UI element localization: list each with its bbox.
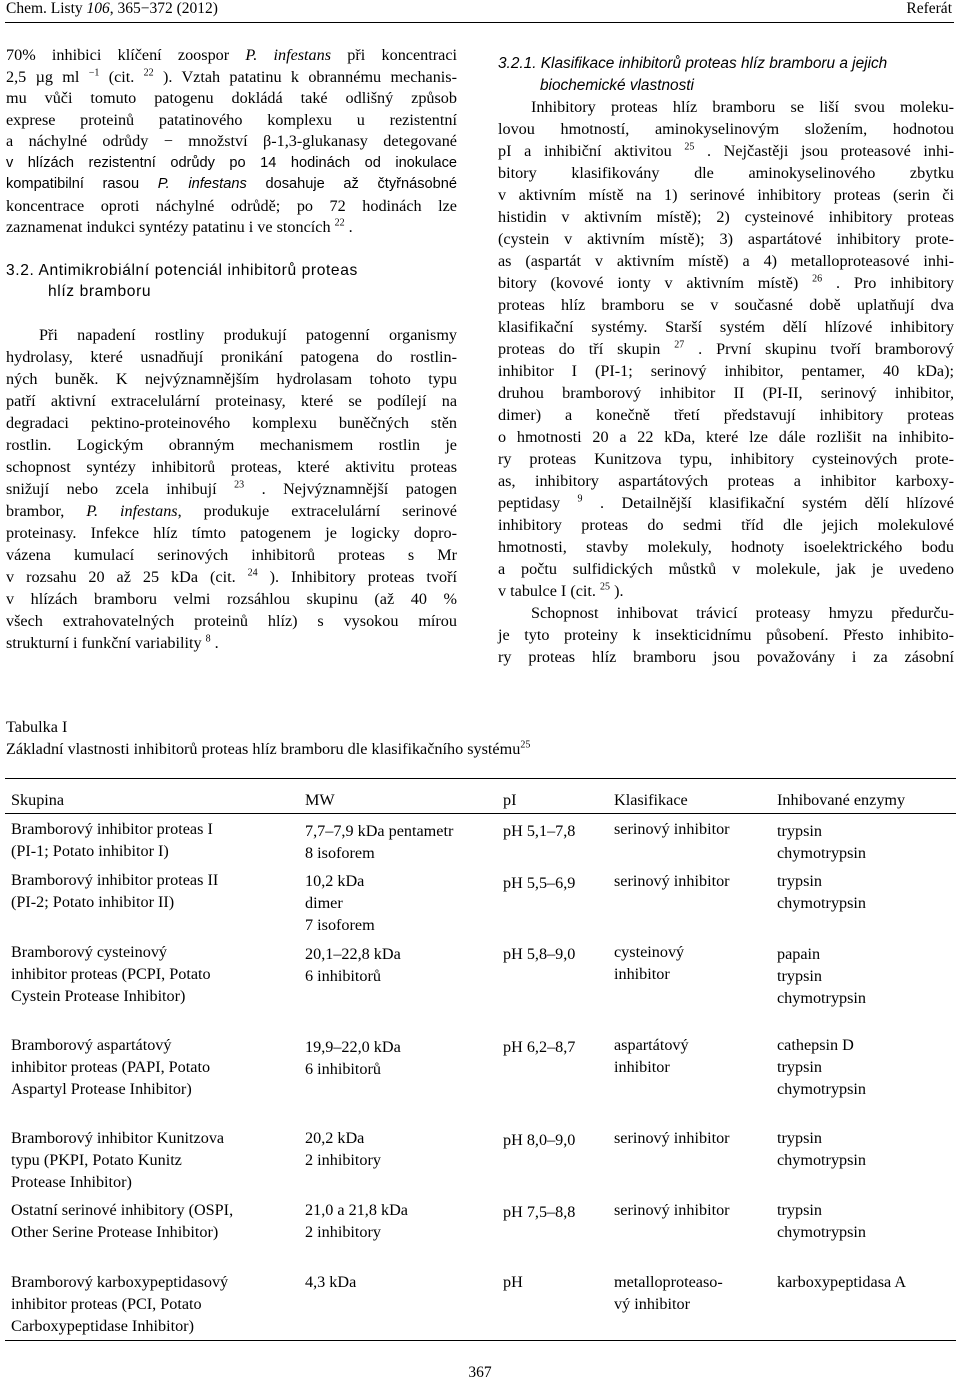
cell-enzymy: chymotrypsin xyxy=(777,1080,867,1098)
header-divider xyxy=(5,22,954,23)
text-line: o hmotnosti 20 a 22 kDa, které lze dále rozlišit na inhibito- xyxy=(498,428,954,446)
text-line: Inhibitory proteas hlíz bramboru se liší svou moleku- xyxy=(531,98,954,116)
cell-enzymy: trypsin xyxy=(777,1201,822,1219)
journal-name: Chem. Listy 106, 365−372 (2012) xyxy=(6,0,218,17)
cell-skupina: Ostatní serinové inhibitory (OSPI, xyxy=(11,1201,234,1219)
text-line: (cystein v aktivním místě); 3) aspartátové inhibitory prote- xyxy=(498,230,954,248)
cell-mw: 21,0 a 21,8 kDa xyxy=(305,1201,408,1219)
text-line: bitory klasifikovány dle aminokyselinového zbytku xyxy=(498,164,954,182)
cell-skupina: Cystein Protease Inhibitor) xyxy=(11,987,186,1005)
cell-skupina: Bramborový karboxypeptidasový xyxy=(11,1273,229,1291)
text-line: ných buněk. K nejvýznamnějším hydrolasam tohoto typu xyxy=(6,369,457,388)
left-column xyxy=(6,45,457,654)
right-paragraph-2 xyxy=(498,602,954,668)
section-header: Referát xyxy=(906,0,952,17)
cell-enzymy: chymotrypsin xyxy=(777,844,867,862)
cell-skupina: Bramborový inhibitor Kunitzova xyxy=(11,1129,225,1147)
cell-skupina: (PI-1; Potato inhibitor I) xyxy=(11,842,169,860)
section-number: 3.2. xyxy=(6,261,35,279)
cell-klasifikace: serinový inhibitor xyxy=(614,872,730,890)
text-line: rostlin. Logickým obranným mechanismem rostlin je xyxy=(6,435,457,454)
column-header-pi: pI xyxy=(503,791,517,809)
column-header-enzymy: Inhibované enzymy xyxy=(777,791,906,809)
text-line: dimer) a konečně třetí představují inhibitory proteas xyxy=(498,406,954,424)
cell-klasifikace: vý inhibitor xyxy=(614,1295,690,1313)
section-heading xyxy=(6,260,457,282)
cell-skupina: Protease Inhibitor) xyxy=(11,1173,132,1191)
table-caption xyxy=(6,716,530,760)
cell-klasifikace: cysteinový xyxy=(614,943,685,961)
left-paragraph-1 xyxy=(6,45,457,239)
text-line: Při napadení rostliny produkují patogenní organismy xyxy=(39,325,457,344)
cell-mw: dimer xyxy=(305,894,343,912)
cell-enzymy: trypsin xyxy=(777,822,822,840)
cell-enzymy: chymotrypsin xyxy=(777,989,867,1007)
cell-enzymy: trypsin xyxy=(777,1129,822,1147)
page-number: 367 xyxy=(468,1364,492,1381)
text-line: strukturní i funkční variability $^8$ . xyxy=(6,633,219,652)
text-line: hmotnosti, stavby molekuly, hodnoty isoelektrického bodu xyxy=(498,538,954,556)
text-line: mu vůči tomuto patogenu dokládá také odlišný způsob xyxy=(6,89,457,107)
cell-mw: 4,3 kDa xyxy=(305,1273,357,1291)
text-line: proteas hlíz bramboru se v současné době uplatňují dva xyxy=(498,296,954,314)
text-line: bitory (kovové ionty v aktivním místě) $^{26}$ . Pro inhibitory xyxy=(498,273,954,292)
cell-skupina: (PI-2; Potato inhibitor II) xyxy=(11,893,175,911)
cell-pi: pH 5,8–9,0 xyxy=(503,945,576,963)
text-line: a náchylné odrůdy − množství β-1,3-glukanasy detegované xyxy=(6,132,457,150)
cell-klasifikace: aspartátový xyxy=(614,1036,689,1054)
left-paragraph-2 xyxy=(6,324,457,654)
text-line: je tyto proteiny k insekticidnímu působení. Přesto inhibito- xyxy=(498,626,954,644)
cell-enzymy: karboxypeptidasa A xyxy=(777,1273,907,1291)
cell-skupina: Bramborový inhibitor proteas I xyxy=(11,820,213,838)
right-column xyxy=(498,53,954,668)
cell-enzymy: papain xyxy=(777,945,821,963)
column-header-mw: MW xyxy=(305,791,335,809)
cell-mw: 6 inhibitorů xyxy=(305,1060,381,1078)
cell-skupina: typu (PKPI, Potato Kunitz xyxy=(11,1151,182,1169)
cell-skupina: Carboxypeptidase Inhibitor) xyxy=(11,1317,194,1335)
text-line: pI a inhibiční aktivitou $^{25}$ . Nejčastěji jsou proteasové inhi- xyxy=(498,141,954,160)
cell-pi: pH 5,1–7,8 xyxy=(503,822,576,840)
cell-klasifikace: inhibitor xyxy=(614,1058,670,1076)
cell-enzymy: chymotrypsin xyxy=(777,894,867,912)
text-line: v aktivním místě na 1) serinové inhibitory proteas (serin či xyxy=(498,186,954,204)
section-title-line-1: Antimikrobiální potenciál inhibitorů proteas xyxy=(38,261,358,279)
text-line: inhibitor I (PI-1; serinový inhibitor, pentamer, 40 kDa); xyxy=(498,362,954,380)
text-line: v tabulce I (cit. $^{25}$ ). xyxy=(498,581,624,600)
section-title-line-2: hlíz bramboru xyxy=(48,283,152,300)
text-line: koncentrace oproti náchylné odrůdě; po 72 hodinách lze xyxy=(6,196,457,215)
text-line: schopnost syntézy inhibitorů proteas, které aktivitu proteas xyxy=(6,457,457,476)
table-top-rule xyxy=(5,778,956,779)
text-line: všech extrahovatelných proteinů hlíz) s vysokou mírou xyxy=(6,611,457,630)
cell-skupina: Other Serine Protease Inhibitor) xyxy=(11,1223,219,1241)
cell-mw: 7 isoforem xyxy=(305,916,375,934)
cell-mw: 10,2 kDa xyxy=(305,872,365,890)
cell-skupina: inhibitor proteas (PCPI, Potato xyxy=(11,965,211,983)
text-line: hydrolasy, které usnadňují pronikání patogena do rostlin- xyxy=(6,347,457,366)
cell-skupina: inhibitor proteas (PAPI, Potato xyxy=(11,1058,211,1076)
cell-pi: pH 7,5–8,8 xyxy=(503,1203,576,1221)
text-line: as (aspartát v aktivním místě) a 4) metalloproteasové inhi- xyxy=(498,252,954,270)
text-line: kompatibilní rasou P. infestans dosahuje až čtyřnásobné xyxy=(6,176,457,192)
text-line: klasifikační systémy. Starší systém dělí hlízové inhibitory xyxy=(498,318,954,336)
text-line: ry proteas hlíz bramboru jsou považovány i za zásobní xyxy=(498,648,954,666)
text-line: ry proteas Kunitzova typu, inhibitory cysteinových prote- xyxy=(498,450,954,468)
journal-header xyxy=(6,0,218,18)
cell-klasifikace: serinový inhibitor xyxy=(614,1129,730,1147)
text-line: patří aktivní extracelulární proteinasy, které se podílejí na xyxy=(6,391,457,410)
text-line: 70% inhibici klíčení zoospor P. infestans při koncentraci xyxy=(6,46,458,64)
subsection-title-line-2: biochemické vlastnosti xyxy=(540,76,694,94)
text-line: proteas do tří skupin $^{27}$ . První skupinu tvoří bramborový xyxy=(498,339,954,358)
cell-klasifikace: inhibitor xyxy=(614,965,670,983)
table-bottom-rule xyxy=(5,1340,956,1341)
text-line: histidin v aktivním místě); 2) cysteinové inhibitory proteas xyxy=(498,208,954,226)
text-line: lovou hmotností, aminokyselinovým složením, hodnotou xyxy=(498,120,954,138)
cell-enzymy: chymotrypsin xyxy=(777,1223,867,1241)
text-line: as, inhibitory aspartátových proteas a inhibitor karboxy- xyxy=(498,472,954,490)
cell-pi: pH 5,5–6,9 xyxy=(503,874,576,892)
cell-skupina: Aspartyl Protease Inhibitor) xyxy=(11,1080,192,1098)
right-paragraph-1 xyxy=(498,96,954,602)
cell-mw: 19,9–22,0 kDa xyxy=(305,1038,401,1056)
text-line: 2,5 µg ml $^{-1}$ (cit. $^{22}$ ). Vztah patatinu k obrannému mechanis- xyxy=(6,67,457,86)
text-line: zaznamenat indukci syntézy patatinu i ve stoncích $^{22}$ . xyxy=(6,217,353,236)
cell-enzymy: trypsin xyxy=(777,967,822,985)
table-title: Základní vlastnosti inhibitorů proteas hlíz bramboru dle klasifikačního systému$^{25}$ xyxy=(6,739,531,758)
cell-pi: pH 8,0–9,0 xyxy=(503,1131,576,1149)
cell-skupina: Bramborový cysteinový xyxy=(11,943,168,961)
text-line: proteinasy. Infekce hlíz tímto patogenem je logicky dopro- xyxy=(6,523,457,542)
column-header-klasifikace: Klasifikace xyxy=(614,791,688,809)
text-line: brambor, P. infestans, produkuje extracelulární serinové xyxy=(6,501,457,520)
text-line: degradaci pektino-proteinového komplexu buněčných stěn xyxy=(6,413,457,432)
cell-mw: 8 isoforem xyxy=(305,844,375,862)
cell-pi: pH 6,2–8,7 xyxy=(503,1038,576,1056)
subsection-title-line-1: 3.2.1. Klasifikace inhibitorů proteas hlíz bramboru a jejich xyxy=(498,55,888,72)
text-line: v rozsahu 20 až 25 kDa (cit. $^{24}$ ). Inhibitory proteas tvoří xyxy=(6,567,458,586)
cell-klasifikace: serinový inhibitor xyxy=(614,1201,730,1219)
cell-mw: 2 inhibitory xyxy=(305,1151,381,1169)
cell-mw: 7,7–7,9 kDa pentametr xyxy=(305,822,454,840)
text-line: vázena kumulací serinových inhibitorů proteas s Mr xyxy=(6,545,457,564)
cell-skupina: inhibitor proteas (PCI, Potato xyxy=(11,1295,202,1313)
cell-enzymy: chymotrypsin xyxy=(777,1151,867,1169)
column-header-skupina: Skupina xyxy=(11,791,65,809)
cell-mw: 2 inhibitory xyxy=(305,1223,381,1241)
text-line: v hlízách rezistentní odrůdy po 14 hodinách od inokulace xyxy=(6,154,457,171)
text-line: a počtu sulfidických můstků v molekule, jak je uvedeno xyxy=(498,560,954,578)
text-line: v hlízách bramboru velmi rozsáhlou skupinu (až 40 % xyxy=(6,589,457,608)
text-line: peptidasy $^9$ . Detailnější klasifikační systém dělí hlízové xyxy=(498,493,954,512)
cell-mw: 20,1–22,8 kDa xyxy=(305,945,401,963)
text-line: druhou bramborový inhibitor II (PI-II, serinový inhibitor, xyxy=(498,384,954,402)
cell-pi: pH xyxy=(503,1273,523,1291)
text-line: snižují nebo zcela inhibují $^{23}$ . Nejvýznamnější patogen xyxy=(6,479,457,498)
cell-mw: 6 inhibitorů xyxy=(305,967,381,985)
cell-enzymy: cathepsin D xyxy=(777,1036,854,1054)
text-line: exprese proteinů patatinového komplexu u rezistentní xyxy=(6,110,457,129)
cell-skupina: Bramborový inhibitor proteas II xyxy=(11,871,219,889)
cell-mw: 20,2 kDa xyxy=(305,1129,365,1147)
table-caption-ref: 25 xyxy=(520,739,531,751)
text-line: Schopnost inhibovat trávicí proteasy hmyzu předurču- xyxy=(531,604,954,622)
table-header-rule xyxy=(5,813,956,814)
cell-klasifikace: serinový inhibitor xyxy=(614,820,730,838)
cell-klasifikace: metalloproteaso- xyxy=(614,1273,723,1291)
cell-enzymy: trypsin xyxy=(777,1058,822,1076)
table-label: Tabulka I xyxy=(6,718,68,736)
cell-skupina: Bramborový aspartátový xyxy=(11,1036,172,1054)
cell-enzymy: trypsin xyxy=(777,872,822,890)
text-line: inhibitory proteas do sedmi tříd dle jejich molekulové xyxy=(498,516,954,534)
